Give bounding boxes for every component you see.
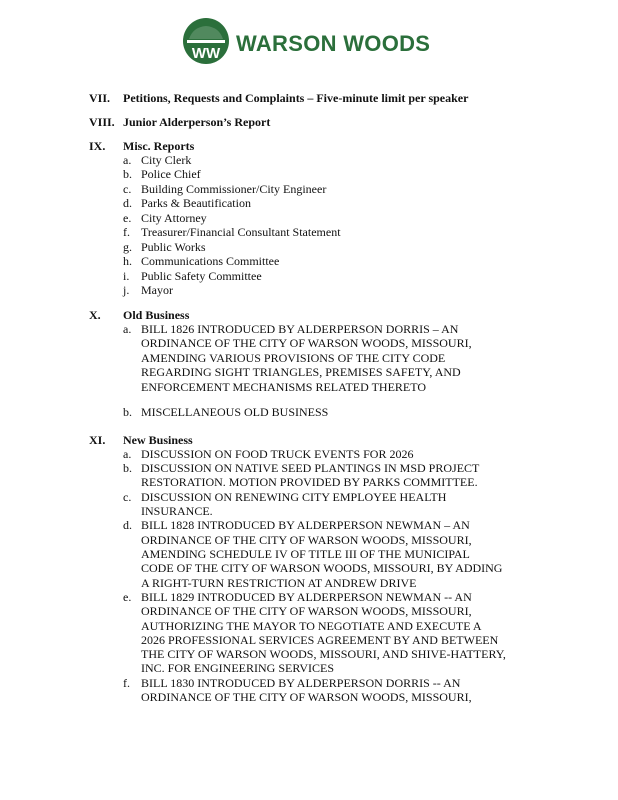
section-number: VIII. — [89, 115, 115, 129]
section-title: Petitions, Requests and Complaints – Five-minute limit per speaker — [123, 91, 469, 105]
section-number: X. — [89, 308, 101, 322]
list-item: Police Chief — [141, 167, 201, 181]
list-item-line: RESTORATION. MOTION PROVIDED BY PARKS COMMITTEE. — [141, 475, 478, 489]
org-name: WARSON WOODS — [236, 31, 431, 56]
list-item-line: ORDINANCE OF THE CITY OF WARSON WOODS, MISSOURI, — [141, 690, 472, 704]
section-number: XI. — [89, 433, 106, 447]
list-item: Public Safety Committee — [141, 269, 262, 283]
list-letter: d. — [123, 196, 132, 210]
list-item-line: MISCELLANEOUS OLD BUSINESS — [141, 405, 329, 419]
list-item-line: AMENDING VARIOUS PROVISIONS OF THE CITY CODE — [141, 351, 446, 365]
list-item: City Attorney — [141, 211, 207, 225]
list-item: City Clerk — [141, 153, 192, 167]
list-item-line: BILL 1830 INTRODUCED BY ALDERPERSON DORRIS -- AN — [141, 676, 461, 690]
logo-initials: WW — [191, 45, 221, 62]
list-letter: f. — [123, 676, 130, 690]
list-item: Building Commissioner/City Engineer — [141, 182, 327, 196]
list-item: Communications Committee — [141, 254, 280, 268]
list-item-line: ENFORCEMENT MECHANISMS RELATED THERETO — [141, 380, 427, 394]
section-title: New Business — [123, 433, 193, 447]
list-letter: a. — [123, 322, 132, 336]
section-title: Junior Alderperson’s Report — [123, 115, 271, 129]
list-item: Treasurer/Financial Consultant Statement — [141, 225, 341, 239]
list-letter: a. — [123, 153, 132, 167]
list-item-line: ORDINANCE OF THE CITY OF WARSON WOODS, MISSOURI, — [141, 533, 472, 547]
list-letter: f. — [123, 225, 130, 239]
list-item-line: ORDINANCE OF THE CITY OF WARSON WOODS, MISSOURI, — [141, 604, 472, 618]
section-number: VII. — [89, 91, 111, 105]
list-letter: b. — [123, 461, 132, 475]
list-item-line: DISCUSSION ON NATIVE SEED PLANTINGS IN MSD PROJECT — [141, 461, 480, 475]
list-letter: i. — [123, 269, 130, 283]
list-item-line: 2026 PROFESSIONAL SERVICES AGREEMENT BY AND BETWEEN — [141, 633, 499, 647]
list-letter: c. — [123, 490, 132, 504]
list-letter: d. — [123, 518, 132, 532]
section-title: Old Business — [123, 308, 190, 322]
list-letter: a. — [123, 447, 132, 461]
list-item: Public Works — [141, 240, 206, 254]
list-item-line: INC. FOR ENGINEERING SERVICES — [141, 661, 335, 675]
list-letter: b. — [123, 167, 132, 181]
list-item-line: BILL 1829 INTRODUCED BY ALDERPERSON NEWMAN -- AN — [141, 590, 472, 604]
list-item-line: THE CITY OF WARSON WOODS, MISSOURI, AND SHIVE-HATTERY, — [141, 647, 506, 661]
list-item-line: INSURANCE. — [141, 504, 213, 518]
list-letter: e. — [123, 590, 132, 604]
list-item-line: BILL 1826 INTRODUCED BY ALDERPERSON DORRIS – AN — [141, 322, 459, 336]
section-title: Misc. Reports — [123, 139, 195, 153]
list-letter: e. — [123, 211, 132, 225]
list-item-line: REGARDING SIGHT TRIANGLES, PREMISES SAFETY, AND — [141, 365, 461, 379]
list-item-line: CODE OF THE CITY OF WARSON WOODS, MISSOURI, BY ADDING — [141, 561, 503, 575]
list-letter: h. — [123, 254, 132, 268]
list-item-line: AUTHORIZING THE MAYOR TO NEGOTIATE AND EXECUTE A — [141, 619, 482, 633]
list-letter: g. — [123, 240, 132, 254]
list-item: Mayor — [141, 283, 173, 297]
list-item-line: BILL 1828 INTRODUCED BY ALDERPERSON NEWMAN – AN — [141, 518, 470, 532]
list-item-line: DISCUSSION ON FOOD TRUCK EVENTS FOR 2026 — [141, 447, 414, 461]
list-letter: c. — [123, 182, 132, 196]
section-number: IX. — [89, 139, 106, 153]
list-item-line: ORDINANCE OF THE CITY OF WARSON WOODS, MISSOURI, — [141, 336, 472, 350]
list-item-line: A RIGHT-TURN RESTRICTION AT ANDREW DRIVE — [141, 576, 417, 590]
list-item: Parks & Beautification — [141, 196, 251, 210]
list-letter: b. — [123, 405, 132, 419]
list-item-line: AMENDING SCHEDULE IV OF TITLE III OF THE MUNICIPAL — [141, 547, 470, 561]
list-item-line: DISCUSSION ON RENEWING CITY EMPLOYEE HEALTH — [141, 490, 447, 504]
list-letter: j. — [123, 283, 130, 297]
